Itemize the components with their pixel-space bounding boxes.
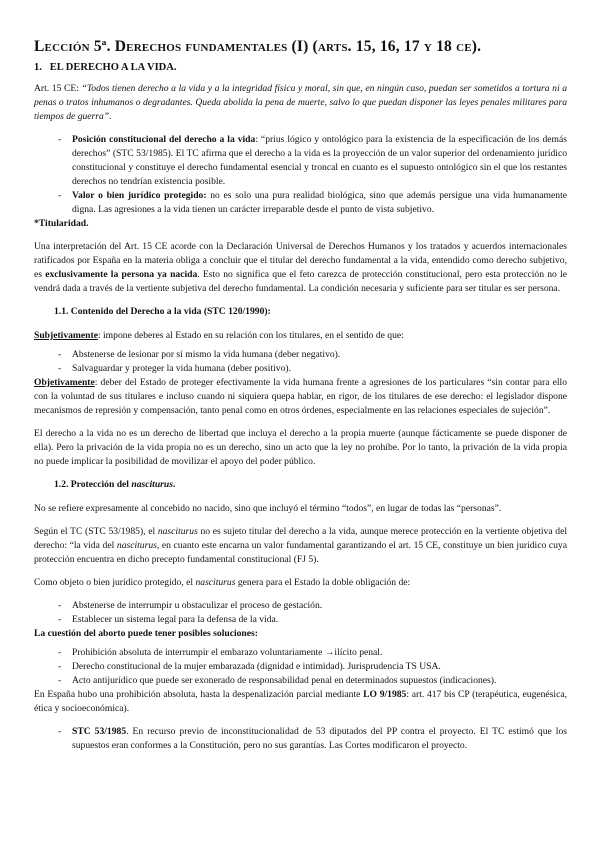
bullet-bold: STC 53/1985 [72, 726, 127, 737]
art15-paragraph [34, 82, 567, 124]
list-item: - Abstenerse de lesionar por sí mismo la vida humana (deber negativo). [34, 348, 567, 362]
section-1-title: EL DERECHO A LA VIDA. [49, 62, 177, 73]
section-1-heading [34, 62, 567, 73]
bullet-text: : “prius lógico y ontológico para la existencia de la especificación de los demás derechos” (STC 53/1985). El TC afirma que el derecho a la vida es la proyección de un valor superior del ordenamiento jurídico constitucional y constituye el derecho fundamental esencial y troncal en cuanto es el supuesto ontológico sin el que los restantes derechos no tendrían existencia posible. [72, 134, 568, 187]
list-item [34, 189, 567, 217]
section-1-2-text: 1.2. Protección del [54, 479, 132, 490]
espana-b: : art. 417 bis CP (terapéutica, eugenésica, ética y socioeconómica). [34, 689, 567, 714]
art15-quote: “Todos tienen derecho a la vida y a la integridad física y moral, sin que, en ningún caso, puedan ser sometidos a tortura ni a penas o tratos inhumanos o degradantes. Queda abolida la pena de muerte, salvo lo que puedan disponer las leyes penales militares para tiempos de guerra” [34, 83, 568, 122]
bullet-list-1 [34, 133, 567, 217]
lesson-title: Lección 5ª. Derechos fundamentales (I) (arts. 15, 16, 17 y 18 ce). [34, 38, 482, 55]
nasciturus-paragraph-1: No se refiere expresamente al concebido no nacido, sino que incluyó el término “todos”, en lugar de todas las “personas”. [34, 503, 502, 514]
nasc2-a: Según el TC (STC 53/1985), el [34, 526, 158, 537]
list-item: - Establecer un sistema legal para la defensa de la vida. [34, 613, 567, 627]
objetivamente-paragraph [34, 376, 567, 418]
nasciturus-paragraph-2 [34, 525, 567, 567]
bullet-text: no es solo una pura realidad biológica, sino que además persigue una vida humanamente digna. Las agresiones a la vida tienen un carácter irreparable desde el punto de vista subjetivo. [72, 190, 567, 215]
art15-intro: Art. 15 CE: [34, 83, 82, 94]
art15-end: . [109, 111, 112, 122]
subjetivamente-label: Subjetivamente [34, 330, 98, 341]
nasc2-c: no es sujeto titular del derecho a la vida, aunque merece protección en la vertiente objetiva del derecho: “la vida del [34, 526, 567, 551]
libertad-paragraph: El derecho a la vida no es un derecho de libertad que incluya el derecho a la propia muerte (aunque fácticamente se puede disponer de ella). Pero la privación de la vida propia no es un derecho, sino un acto que la ley no prohíbe. Por lo tanto, la privación de la vida propia no puede implicar la posibilidad de movilizar el apoyo del poder público. [34, 428, 567, 467]
section-1-1-heading: 1.1. Contenido del Derecho a la vida (STC 120/1990): [54, 306, 271, 317]
titularidad-paragraph [34, 240, 567, 296]
section-1-2-italic: nasciturus [131, 479, 173, 490]
bullet-text: . En recurso previo de inconstitucionalidad de 53 diputados del PP contra el proyecto. El TC estimó que los supuestos eran conformes a la Constitución, pero no sus garantías. Las Cortes modificaron el proyecto. [72, 726, 567, 751]
titularidad-text2: . Esto no significa que el feto carezca de protección constitucional, pero esta protección no le vendrá dada a través de la vertiente subjetiva del derecho fundamental. La condición necesaria y suficiente para ser titular es ser persona. [34, 269, 568, 294]
nasc2-e: , en cuanto este encarna un valor fundamental garantizando el art. 15 CE, constituye un bien jurídico cuya protección encuentra en dicho precepto fundamental constitucional (FJ 5). [34, 540, 567, 565]
titularidad-heading: *Titularidad. [34, 218, 89, 229]
nasc3-b: nasciturus [195, 577, 236, 588]
nasc2-b: nasciturus [157, 526, 198, 537]
subjetivamente-text: : impone deberes al Estado en su relación con los titulares, en el sentido de que: [97, 330, 404, 341]
nasc3-c: genera para el Estado la doble obligación de: [235, 577, 411, 588]
list-item: - Abstenerse de interrumpir u obstaculizar el proceso de gestación. [34, 599, 567, 613]
section-1-2-end: . [172, 479, 176, 490]
bullet-list-2 [34, 348, 567, 376]
objetivamente-label: Objetivamente [34, 377, 95, 388]
nasc2-d: nasciturus [116, 540, 157, 551]
titularidad-text1: Una interpretación del Art. 15 CE acorde con la Declaración Universal de Derechos Humanos y los tratados y acuerdos internacionales ratificados por España en la materia obliga a concluir que el titular del derecho fundamental a la vida, entendido como derecho subjetivo, es [34, 241, 567, 280]
espana-a: En España hubo una prohibición absoluta, hasta la despenalización parcial mediante [34, 689, 364, 700]
section-1-number: 1. [34, 62, 42, 73]
nasciturus-paragraph-3 [34, 576, 567, 590]
titularidad-bold: exclusivamente la persona ya nacida [45, 269, 198, 280]
aborto-heading: La cuestión del aborto puede tener posibles soluciones: [34, 628, 258, 639]
section-1-2-heading [54, 478, 567, 492]
list-item: - Salvaguardar y proteger la vida humana (deber positivo). [34, 362, 567, 376]
list-item: - Derecho constitucional de la mujer embarazada (dignidad e intimidad). Jurisprudencia TS USA. [34, 660, 567, 674]
list-item [34, 725, 567, 753]
bullet-list-3 [34, 599, 567, 627]
list-item [34, 133, 567, 189]
bullet-bold: Valor o bien jurídico protegido: [72, 190, 207, 201]
subjetivamente-paragraph [34, 329, 567, 343]
nasc3-a: Como objeto o bien jurídico protegido, el [34, 577, 196, 588]
list-item: - Prohibición absoluta de interrumpir el embarazo voluntariamente →ilícito penal. [34, 646, 567, 660]
bullet-list-4 [34, 646, 567, 688]
espana-paragraph [34, 688, 567, 716]
espana-bold: LO 9/1985 [363, 689, 407, 700]
objetivamente-text: : deber del Estado de proteger efectivamente la vida humana frente a agresiones de los particulares “sin contar para ello con la voluntad de sus titulares e incluso cuando ni siquiera quepa hablar, en rigor, de los titulares de ese derecho: el legislador dispone mecanismos de represión y compensación, tanto penal como en otros órdenes, especialmente en las relaciones especiales de sujeción”. [34, 377, 567, 416]
bullet-bold: Posición constitucional del derecho a la vida [72, 134, 256, 145]
bullet-list-5 [34, 725, 567, 753]
list-item: - Acto antijurídico que puede ser exonerado de responsabilidad penal en determinados supuestos (indicaciones). [34, 674, 567, 688]
